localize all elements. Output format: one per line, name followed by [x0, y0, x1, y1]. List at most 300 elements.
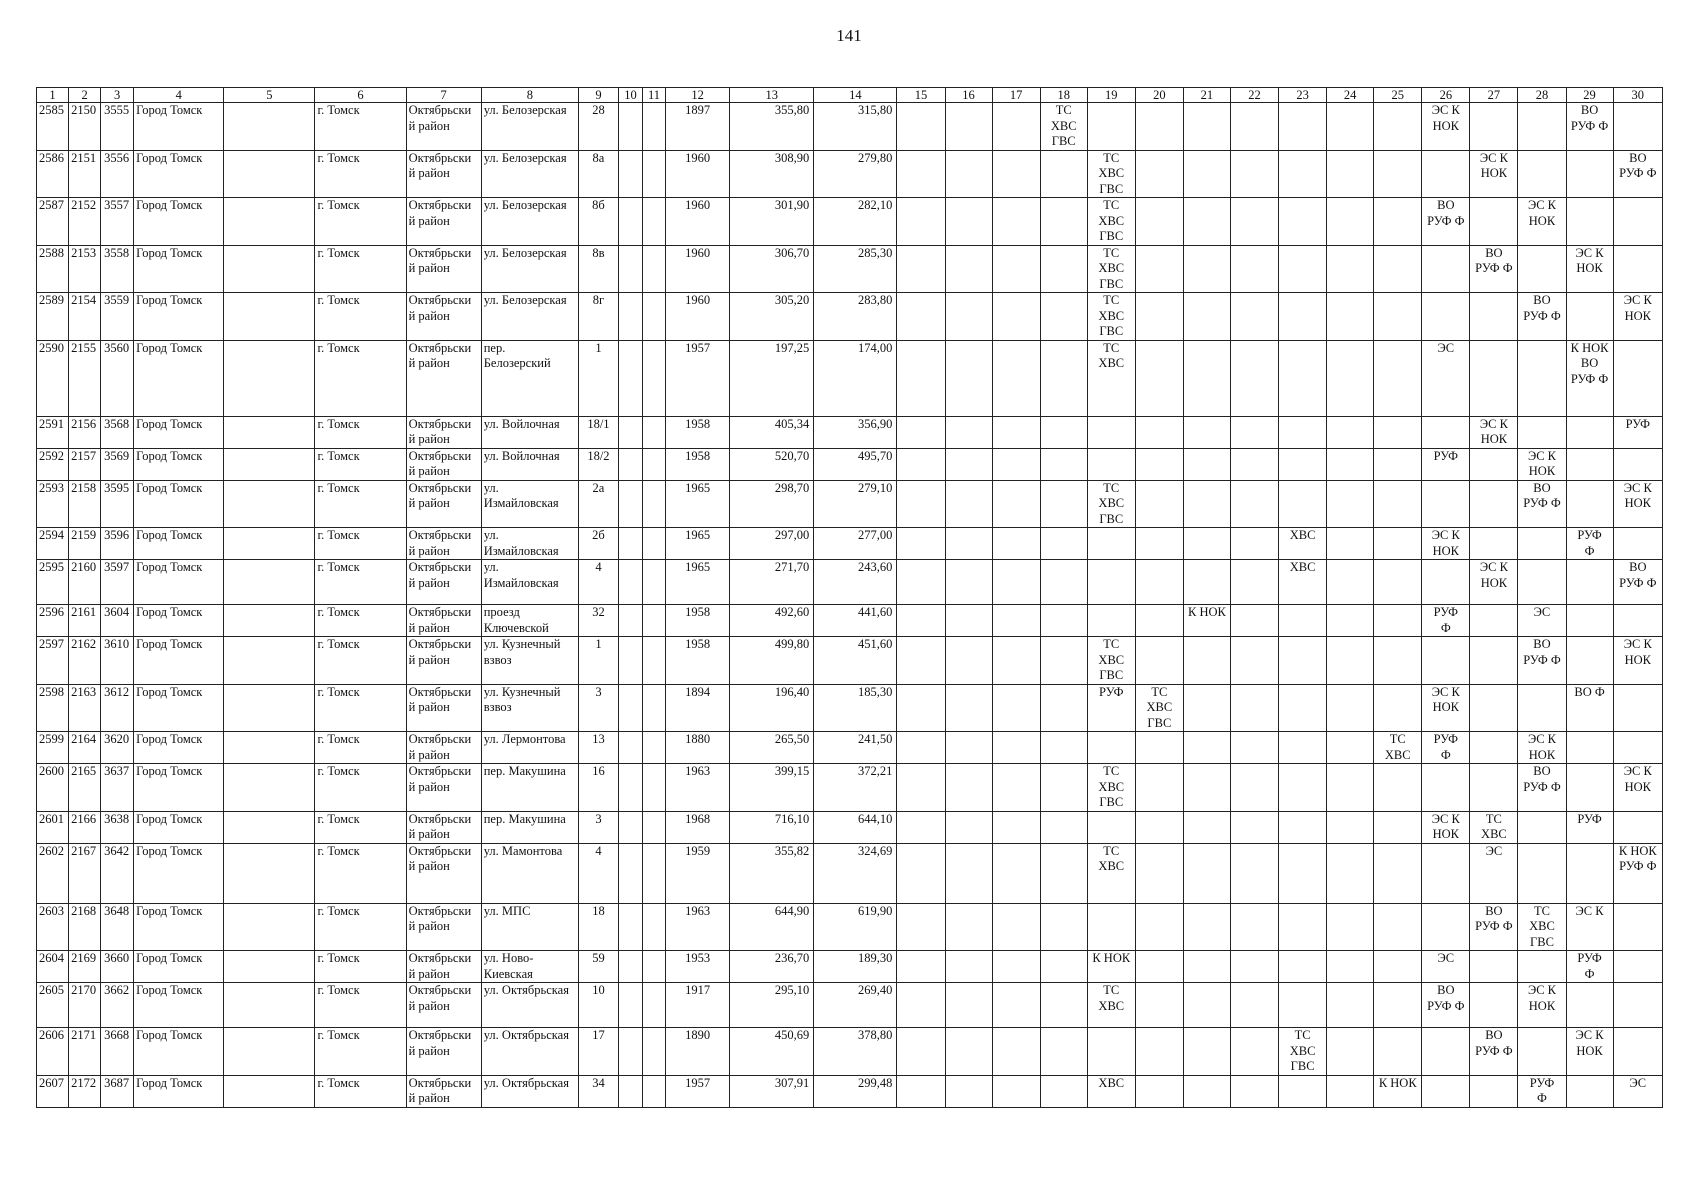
cell-col-4: Город Томск — [134, 764, 224, 812]
cell-col-20 — [1135, 340, 1183, 416]
cell-col-22 — [1230, 811, 1278, 843]
cell-col-25 — [1374, 528, 1422, 560]
cell-col-16 — [945, 903, 992, 951]
cell-col-16 — [945, 560, 992, 605]
cell-col-16 — [945, 245, 992, 293]
cell-col-15 — [897, 1075, 945, 1107]
column-header-21: 21 — [1183, 88, 1230, 103]
cell-col-20 — [1135, 903, 1183, 951]
cell-col-27 — [1470, 293, 1518, 341]
cell-col-10 — [618, 1075, 642, 1107]
cell-col-29 — [1566, 480, 1613, 528]
cell-col-12: 1958 — [666, 416, 730, 448]
cell-col-26 — [1422, 480, 1470, 528]
cell-col-16 — [945, 448, 992, 480]
cell-col-25 — [1374, 150, 1422, 198]
cell-col-22 — [1230, 416, 1278, 448]
cell-col-23 — [1279, 198, 1327, 246]
cell-col-4: Город Томск — [134, 732, 224, 764]
cell-col-3: 3610 — [101, 637, 134, 685]
cell-col-7: Октябрьски й район — [406, 103, 481, 151]
cell-col-29: РУФ — [1566, 811, 1613, 843]
cell-col-8: ул. Белозерская — [481, 198, 578, 246]
cell-col-17 — [992, 811, 1040, 843]
cell-col-5 — [224, 1075, 315, 1107]
cell-col-1: 2586 — [37, 150, 69, 198]
cell-col-5 — [224, 448, 315, 480]
cell-col-23: ХВС — [1279, 528, 1327, 560]
cell-col-22 — [1230, 1028, 1278, 1076]
cell-col-17 — [992, 1075, 1040, 1107]
cell-col-26: РУФ Ф — [1422, 605, 1470, 637]
cell-col-7: Октябрьски й район — [406, 480, 481, 528]
cell-col-12: 1960 — [666, 293, 730, 341]
cell-col-8: ул. Октябрьская — [481, 1028, 578, 1076]
cell-col-19: ТС ХВС — [1087, 843, 1135, 903]
cell-col-30 — [1613, 103, 1662, 151]
cell-col-11 — [643, 637, 666, 685]
cell-col-8: проезд Ключевской — [481, 605, 578, 637]
cell-col-24 — [1327, 1075, 1374, 1107]
cell-col-2: 2155 — [69, 340, 101, 416]
cell-col-5 — [224, 983, 315, 1028]
cell-col-7: Октябрьски й район — [406, 245, 481, 293]
cell-col-16 — [945, 103, 992, 151]
cell-col-1: 2595 — [37, 560, 69, 605]
cell-col-6: г. Томск — [315, 684, 406, 732]
cell-col-20 — [1135, 1075, 1183, 1107]
cell-col-14: 372,21 — [814, 764, 897, 812]
cell-col-9: 8в — [578, 245, 618, 293]
cell-col-14: 283,80 — [814, 293, 897, 341]
cell-col-20 — [1135, 637, 1183, 685]
cell-col-25 — [1374, 480, 1422, 528]
cell-col-1: 2601 — [37, 811, 69, 843]
cell-col-4: Город Томск — [134, 528, 224, 560]
cell-col-18 — [1040, 416, 1087, 448]
cell-col-23 — [1279, 951, 1327, 983]
cell-col-11 — [643, 1028, 666, 1076]
cell-col-24 — [1327, 480, 1374, 528]
cell-col-14: 285,30 — [814, 245, 897, 293]
cell-col-9: 3 — [578, 811, 618, 843]
cell-col-30 — [1613, 1028, 1662, 1076]
cell-col-21 — [1183, 637, 1230, 685]
cell-col-9: 4 — [578, 560, 618, 605]
cell-col-22 — [1230, 528, 1278, 560]
cell-col-13: 355,82 — [730, 843, 814, 903]
cell-col-21 — [1183, 732, 1230, 764]
cell-col-11 — [643, 903, 666, 951]
cell-col-22 — [1230, 1075, 1278, 1107]
cell-col-20: ТС ХВС ГВС — [1135, 684, 1183, 732]
table-row — [37, 416, 1663, 448]
cell-col-27: ЭС — [1470, 843, 1518, 903]
cell-col-12: 1958 — [666, 637, 730, 685]
cell-col-22 — [1230, 732, 1278, 764]
cell-col-12: 1965 — [666, 560, 730, 605]
cell-col-17 — [992, 103, 1040, 151]
cell-col-2: 2153 — [69, 245, 101, 293]
cell-col-28: ЭС К НОК — [1518, 983, 1566, 1028]
cell-col-29 — [1566, 605, 1613, 637]
cell-col-9: 13 — [578, 732, 618, 764]
cell-col-1: 2588 — [37, 245, 69, 293]
cell-col-11 — [643, 480, 666, 528]
cell-col-10 — [618, 605, 642, 637]
cell-col-26 — [1422, 560, 1470, 605]
cell-col-2: 2167 — [69, 843, 101, 903]
cell-col-17 — [992, 340, 1040, 416]
cell-col-24 — [1327, 340, 1374, 416]
cell-col-8: ул. Кузнечный взвоз — [481, 684, 578, 732]
cell-col-20 — [1135, 951, 1183, 983]
cell-col-23 — [1279, 983, 1327, 1028]
cell-col-9: 59 — [578, 951, 618, 983]
cell-col-27 — [1470, 448, 1518, 480]
column-header-15: 15 — [897, 88, 945, 103]
cell-col-23: ХВС — [1279, 560, 1327, 605]
cell-col-28 — [1518, 150, 1566, 198]
cell-col-18 — [1040, 637, 1087, 685]
table-row — [37, 764, 1663, 812]
cell-col-5 — [224, 245, 315, 293]
cell-col-29 — [1566, 448, 1613, 480]
cell-col-2: 2165 — [69, 764, 101, 812]
cell-col-6: г. Томск — [315, 811, 406, 843]
cell-col-1: 2598 — [37, 684, 69, 732]
cell-col-28 — [1518, 560, 1566, 605]
cell-col-27: ЭС К НОК — [1470, 416, 1518, 448]
cell-col-2: 2166 — [69, 811, 101, 843]
cell-col-16 — [945, 951, 992, 983]
cell-col-28: ТС ХВС ГВС — [1518, 903, 1566, 951]
cell-col-20 — [1135, 764, 1183, 812]
cell-col-14: 243,60 — [814, 560, 897, 605]
cell-col-7: Октябрьски й район — [406, 448, 481, 480]
table-row — [37, 528, 1663, 560]
cell-col-7: Октябрьски й район — [406, 1028, 481, 1076]
column-header-26: 26 — [1422, 88, 1470, 103]
cell-col-30: ЭС К НОК — [1613, 637, 1662, 685]
cell-col-8: ул. Войлочная — [481, 448, 578, 480]
cell-col-4: Город Томск — [134, 560, 224, 605]
cell-col-27: ЭС К НОК — [1470, 560, 1518, 605]
cell-col-19 — [1087, 811, 1135, 843]
cell-col-28: ВО РУФ Ф — [1518, 293, 1566, 341]
cell-col-10 — [618, 951, 642, 983]
cell-col-16 — [945, 480, 992, 528]
cell-col-13: 520,70 — [730, 448, 814, 480]
cell-col-15 — [897, 684, 945, 732]
cell-col-2: 2171 — [69, 1028, 101, 1076]
cell-col-7: Октябрьски й район — [406, 811, 481, 843]
cell-col-17 — [992, 1028, 1040, 1076]
cell-col-1: 2594 — [37, 528, 69, 560]
cell-col-28: ЭС К НОК — [1518, 448, 1566, 480]
cell-col-5 — [224, 843, 315, 903]
cell-col-4: Город Томск — [134, 448, 224, 480]
cell-col-26: РУФ Ф — [1422, 732, 1470, 764]
cell-col-4: Город Томск — [134, 103, 224, 151]
cell-col-3: 3568 — [101, 416, 134, 448]
cell-col-9: 18 — [578, 903, 618, 951]
cell-col-8: ул. Лермонтова — [481, 732, 578, 764]
cell-col-2: 2156 — [69, 416, 101, 448]
cell-col-19 — [1087, 1028, 1135, 1076]
column-header-5: 5 — [224, 88, 315, 103]
cell-col-27 — [1470, 637, 1518, 685]
cell-col-15 — [897, 605, 945, 637]
cell-col-17 — [992, 198, 1040, 246]
cell-col-3: 3559 — [101, 293, 134, 341]
cell-col-7: Октябрьски й район — [406, 198, 481, 246]
cell-col-14: 279,80 — [814, 150, 897, 198]
cell-col-4: Город Томск — [134, 1028, 224, 1076]
cell-col-28 — [1518, 528, 1566, 560]
cell-col-23 — [1279, 416, 1327, 448]
cell-col-21 — [1183, 340, 1230, 416]
cell-col-14: 189,30 — [814, 951, 897, 983]
cell-col-26 — [1422, 245, 1470, 293]
cell-col-13: 405,34 — [730, 416, 814, 448]
cell-col-21 — [1183, 560, 1230, 605]
cell-col-8: ул. Октябрьская — [481, 983, 578, 1028]
table-row — [37, 843, 1663, 903]
cell-col-21 — [1183, 903, 1230, 951]
cell-col-23 — [1279, 480, 1327, 528]
cell-col-10 — [618, 416, 642, 448]
column-header-11: 11 — [643, 88, 666, 103]
cell-col-2: 2160 — [69, 560, 101, 605]
cell-col-8: ул. МПС — [481, 903, 578, 951]
cell-col-27 — [1470, 983, 1518, 1028]
cell-col-12: 1958 — [666, 448, 730, 480]
cell-col-4: Город Томск — [134, 198, 224, 246]
cell-col-17 — [992, 605, 1040, 637]
cell-col-20 — [1135, 1028, 1183, 1076]
cell-col-22 — [1230, 951, 1278, 983]
cell-col-29: ЭС К НОК — [1566, 1028, 1613, 1076]
cell-col-15 — [897, 732, 945, 764]
cell-col-10 — [618, 903, 642, 951]
cell-col-2: 2154 — [69, 293, 101, 341]
cell-col-4: Город Томск — [134, 684, 224, 732]
cell-col-15 — [897, 198, 945, 246]
cell-col-23 — [1279, 340, 1327, 416]
cell-col-14: 441,60 — [814, 605, 897, 637]
cell-col-15 — [897, 903, 945, 951]
cell-col-25 — [1374, 637, 1422, 685]
cell-col-21 — [1183, 528, 1230, 560]
cell-col-5 — [224, 637, 315, 685]
cell-col-10 — [618, 684, 642, 732]
cell-col-7: Октябрьски й район — [406, 560, 481, 605]
cell-col-24 — [1327, 448, 1374, 480]
cell-col-29: РУФ Ф — [1566, 951, 1613, 983]
cell-col-6: г. Томск — [315, 951, 406, 983]
cell-col-16 — [945, 732, 992, 764]
cell-col-14: 279,10 — [814, 480, 897, 528]
cell-col-3: 3642 — [101, 843, 134, 903]
cell-col-30: К НОК РУФ Ф — [1613, 843, 1662, 903]
cell-col-15 — [897, 448, 945, 480]
page-number: 141 — [836, 26, 862, 45]
cell-col-11 — [643, 198, 666, 246]
cell-col-29 — [1566, 560, 1613, 605]
cell-col-16 — [945, 605, 992, 637]
cell-col-13: 308,90 — [730, 150, 814, 198]
cell-col-5 — [224, 764, 315, 812]
column-header-1: 1 — [37, 88, 69, 103]
cell-col-13: 492,60 — [730, 605, 814, 637]
cell-col-14: 451,60 — [814, 637, 897, 685]
cell-col-18 — [1040, 903, 1087, 951]
cell-col-15 — [897, 560, 945, 605]
cell-col-14: 324,69 — [814, 843, 897, 903]
cell-col-21 — [1183, 245, 1230, 293]
cell-col-15 — [897, 480, 945, 528]
cell-col-25 — [1374, 245, 1422, 293]
cell-col-28: ЭС — [1518, 605, 1566, 637]
cell-col-30: ВО РУФ Ф — [1613, 560, 1662, 605]
table-row — [37, 1028, 1663, 1076]
cell-col-11 — [643, 560, 666, 605]
column-header-7: 7 — [406, 88, 481, 103]
cell-col-11 — [643, 448, 666, 480]
cell-col-8: ул. Белозерская — [481, 245, 578, 293]
cell-col-21 — [1183, 983, 1230, 1028]
cell-col-30: ВО РУФ Ф — [1613, 150, 1662, 198]
cell-col-1: 2600 — [37, 764, 69, 812]
column-header-3: 3 — [101, 88, 134, 103]
cell-col-2: 2150 — [69, 103, 101, 151]
cell-col-9: 8а — [578, 150, 618, 198]
cell-col-22 — [1230, 684, 1278, 732]
cell-col-16 — [945, 150, 992, 198]
cell-col-6: г. Томск — [315, 764, 406, 812]
cell-col-9: 32 — [578, 605, 618, 637]
cell-col-2: 2164 — [69, 732, 101, 764]
cell-col-20 — [1135, 480, 1183, 528]
column-header-23: 23 — [1279, 88, 1327, 103]
cell-col-1: 2606 — [37, 1028, 69, 1076]
cell-col-5 — [224, 528, 315, 560]
cell-col-6: г. Томск — [315, 480, 406, 528]
cell-col-3: 3648 — [101, 903, 134, 951]
cell-col-24 — [1327, 103, 1374, 151]
cell-col-11 — [643, 528, 666, 560]
cell-col-4: Город Томск — [134, 637, 224, 685]
cell-col-4: Город Томск — [134, 480, 224, 528]
cell-col-16 — [945, 843, 992, 903]
cell-col-1: 2593 — [37, 480, 69, 528]
cell-col-23 — [1279, 684, 1327, 732]
table-row — [37, 951, 1663, 983]
cell-col-30 — [1613, 951, 1662, 983]
column-header-8: 8 — [481, 88, 578, 103]
cell-col-7: Октябрьски й район — [406, 637, 481, 685]
cell-col-9: 2а — [578, 480, 618, 528]
cell-col-6: г. Томск — [315, 843, 406, 903]
cell-col-26: ВО РУФ Ф — [1422, 198, 1470, 246]
cell-col-12: 1959 — [666, 843, 730, 903]
cell-col-5 — [224, 903, 315, 951]
cell-col-2: 2168 — [69, 903, 101, 951]
cell-col-26: ЭС — [1422, 340, 1470, 416]
table-row — [37, 903, 1663, 951]
cell-col-29: ЭС К — [1566, 903, 1613, 951]
cell-col-16 — [945, 198, 992, 246]
cell-col-25 — [1374, 605, 1422, 637]
cell-col-7: Октябрьски й район — [406, 951, 481, 983]
cell-col-16 — [945, 416, 992, 448]
cell-col-7: Октябрьски й район — [406, 1075, 481, 1107]
cell-col-3: 3556 — [101, 150, 134, 198]
cell-col-28 — [1518, 416, 1566, 448]
cell-col-29 — [1566, 198, 1613, 246]
cell-col-6: г. Томск — [315, 340, 406, 416]
table-row — [37, 637, 1663, 685]
table-row — [37, 448, 1663, 480]
cell-col-15 — [897, 764, 945, 812]
table-row — [37, 293, 1663, 341]
cell-col-14: 241,50 — [814, 732, 897, 764]
cell-col-19: ТС ХВС ГВС — [1087, 480, 1135, 528]
cell-col-22 — [1230, 340, 1278, 416]
cell-col-29 — [1566, 764, 1613, 812]
cell-col-4: Город Томск — [134, 1075, 224, 1107]
cell-col-29: К НОК ВО РУФ Ф — [1566, 340, 1613, 416]
cell-col-12: 1890 — [666, 1028, 730, 1076]
cell-col-30 — [1613, 605, 1662, 637]
cell-col-22 — [1230, 764, 1278, 812]
cell-col-13: 355,80 — [730, 103, 814, 151]
cell-col-28 — [1518, 1028, 1566, 1076]
cell-col-22 — [1230, 560, 1278, 605]
cell-col-25 — [1374, 560, 1422, 605]
cell-col-28 — [1518, 843, 1566, 903]
cell-col-26: ЭС К НОК — [1422, 103, 1470, 151]
cell-col-7: Октябрьски й район — [406, 605, 481, 637]
cell-col-1: 2597 — [37, 637, 69, 685]
cell-col-13: 297,00 — [730, 528, 814, 560]
cell-col-29 — [1566, 1075, 1613, 1107]
cell-col-30 — [1613, 811, 1662, 843]
cell-col-25 — [1374, 416, 1422, 448]
cell-col-17 — [992, 843, 1040, 903]
cell-col-4: Город Томск — [134, 416, 224, 448]
cell-col-5 — [224, 340, 315, 416]
cell-col-4: Город Томск — [134, 811, 224, 843]
cell-col-13: 196,40 — [730, 684, 814, 732]
cell-col-12: 1968 — [666, 811, 730, 843]
cell-col-20 — [1135, 983, 1183, 1028]
cell-col-18 — [1040, 480, 1087, 528]
cell-col-17 — [992, 528, 1040, 560]
cell-col-4: Город Томск — [134, 903, 224, 951]
cell-col-7: Октябрьски й район — [406, 293, 481, 341]
cell-col-24 — [1327, 732, 1374, 764]
cell-col-5 — [224, 951, 315, 983]
column-header-17: 17 — [992, 88, 1040, 103]
cell-col-10 — [618, 843, 642, 903]
cell-col-20 — [1135, 528, 1183, 560]
cell-col-19: ТС ХВС ГВС — [1087, 245, 1135, 293]
cell-col-12: 1963 — [666, 764, 730, 812]
cell-col-9: 8б — [578, 198, 618, 246]
cell-col-1: 2590 — [37, 340, 69, 416]
